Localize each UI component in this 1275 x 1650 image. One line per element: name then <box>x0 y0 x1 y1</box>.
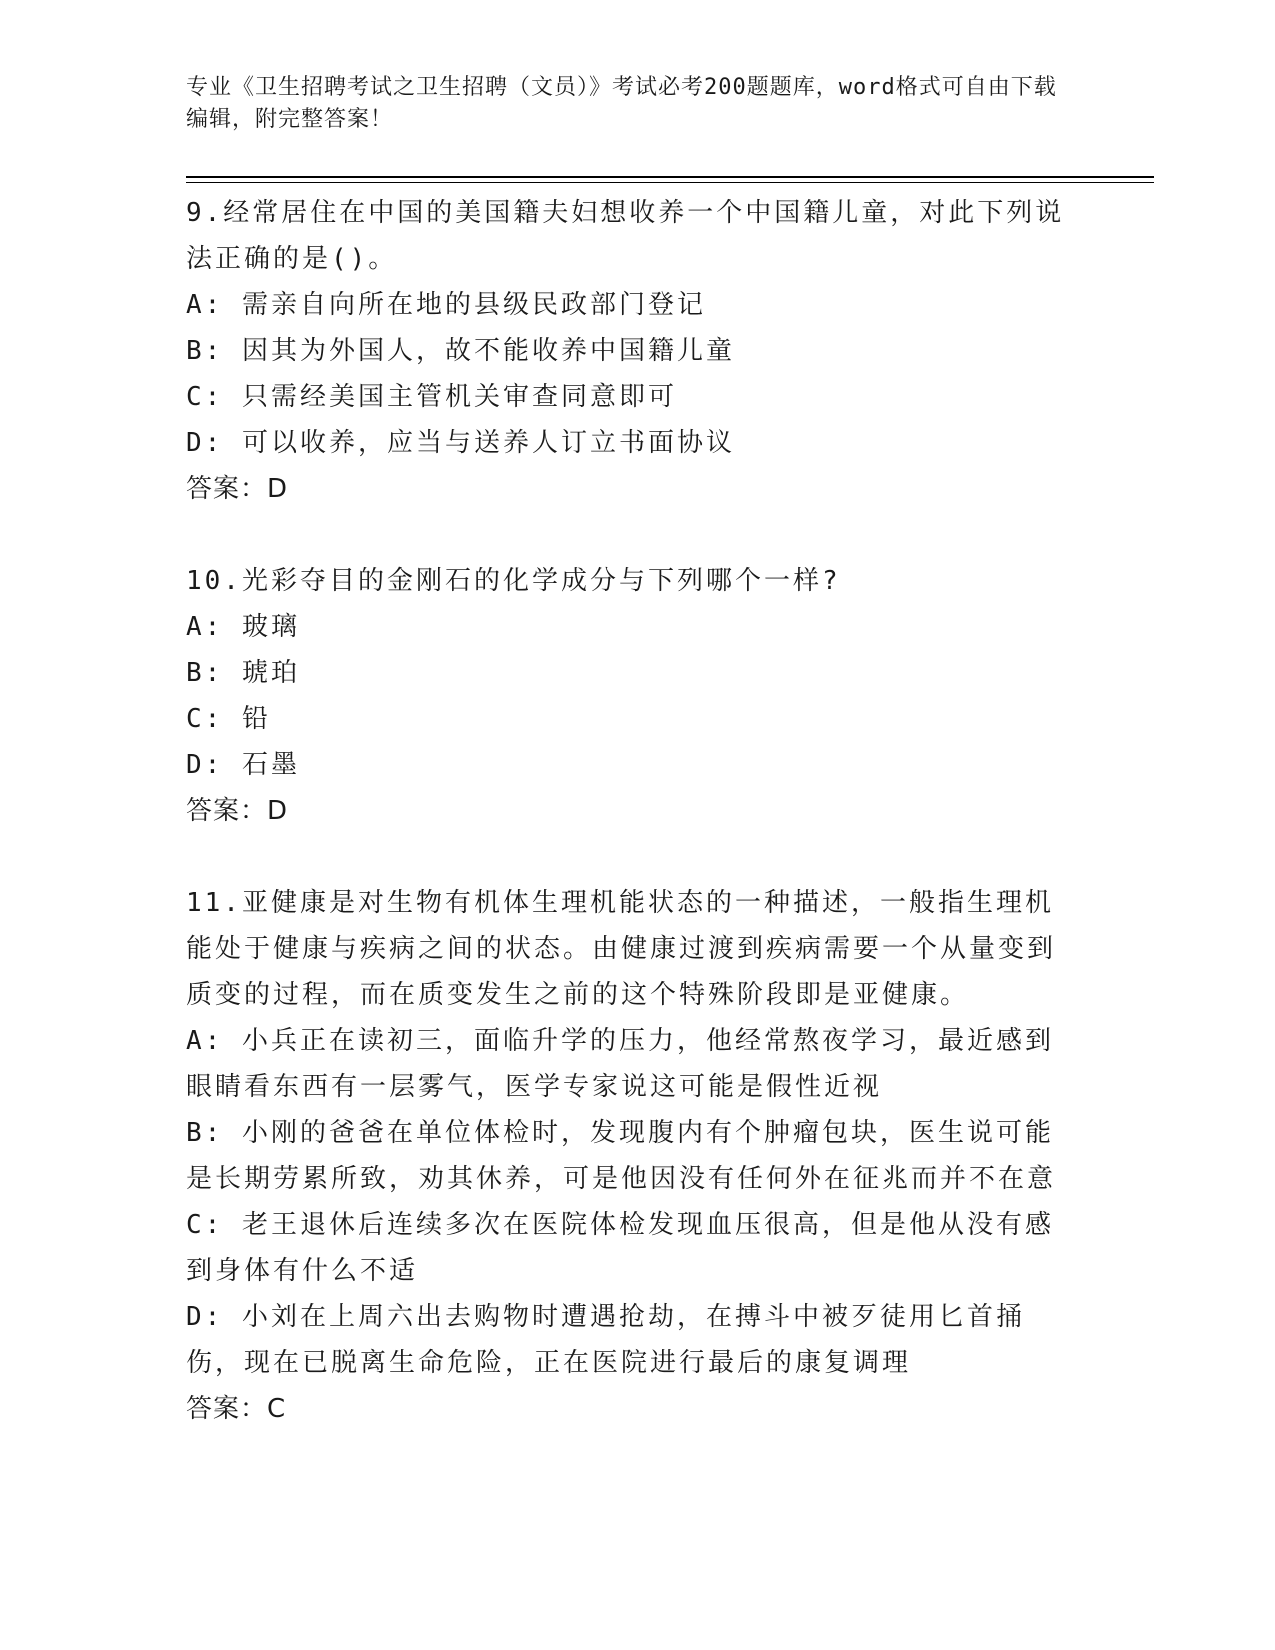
header-divider-thick <box>186 176 1154 178</box>
document-header: 专业《卫生招聘考试之卫生招聘（文员）》考试必考200题题库，word格式可自由下载编辑，附完整答案！ <box>186 75 1057 132</box>
option-d: D: 石墨 <box>186 750 300 780</box>
option-c: C: 老王退休后连续多次在医院体检发现血压很高，但是他从没有感到身体有什么不适 <box>186 1210 1054 1286</box>
option-a: A: 玻璃 <box>186 612 300 642</box>
option-b: B: 因其为外国人，故不能收养中国籍儿童 <box>186 336 735 366</box>
question-item-11 <box>186 880 1076 1432</box>
question-list <box>186 190 1076 1432</box>
option-c: C: 铅 <box>186 704 271 734</box>
option-b: B: 琥珀 <box>186 658 300 688</box>
option-d: D: 小刘在上周六出去购物时遭遇抢劫，在搏斗中被歹徒用匕首捅伤，现在已脱离生命危险，正在医院进行最后的康复调理 <box>186 1302 1025 1378</box>
header-divider-thin <box>186 182 1154 183</box>
question-stem: 11.亚健康是对生物有机体生理机能状态的一种描述，一般指生理机能处于健康与疾病之间的状态。由健康过渡到疾病需要一个从量变到质变的过程，而在质变发生之前的这个特殊阶段即是亚健康。 <box>186 888 1057 1010</box>
question-spacer <box>186 512 1076 558</box>
option-b: B: 小刚的爸爸在单位体检时，发现腹内有个肿瘤包块，医生说可能是长期劳累所致，劝其休养，可是他因没有任何外在征兆而并不在意 <box>186 1118 1057 1194</box>
answer-line: 答案：D <box>186 474 289 504</box>
question-spacer <box>186 834 1076 880</box>
option-c: C: 只需经美国主管机关审查同意即可 <box>186 382 677 412</box>
option-a: A: 需亲自向所在地的县级民政部门登记 <box>186 290 706 320</box>
question-item-10 <box>186 558 1076 834</box>
question-item-9 <box>186 190 1076 512</box>
answer-line: 答案：C <box>186 1394 287 1424</box>
question-stem: 9.经常居住在中国的美国籍夫妇想收养一个中国籍儿童，对此下列说法正确的是()。 <box>186 198 1065 274</box>
option-a: A: 小兵正在读初三，面临升学的压力，他经常熬夜学习，最近感到眼睛看东西有一层雾气，医学专家说这可能是假性近视 <box>186 1026 1054 1102</box>
option-d: D: 可以收养，应当与送养人订立书面协议 <box>186 428 735 458</box>
question-stem: 10.光彩夺目的金刚石的化学成分与下列哪个一样? <box>186 566 841 596</box>
answer-line: 答案：D <box>186 796 289 826</box>
